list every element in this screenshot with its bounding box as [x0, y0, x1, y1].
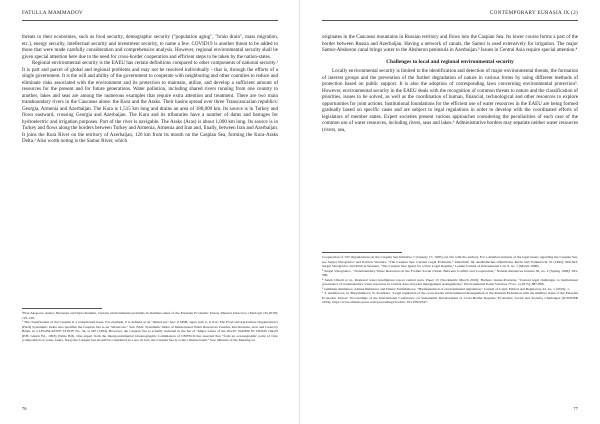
running-head-journal: CONTEMPORARY EURASIA IX (2): [489, 10, 578, 16]
left-body-text: [22, 34, 278, 145]
footnote-divider: [322, 252, 402, 253]
paragraph: Locally environmental security is limited to the identification and detection of major environmental threats, the formation of interest groups and the prevention of the further degradation of nature in various forms by using different methods of protection based on public support. It is also the adoption of corresponding laws concerning environmental protection⁵. However, environmental security in the EAEU deals with the recognition of common threats to nature and the classification of priorities, issues to be solved, as well as the coordination of human, financial, technological and other resources to explore opportunities for joint actions. Institutional foundations for the efficient use of water resources in the EAEU are being formed gradually based on specific cases and are subject to legal regulations in order to develop with the coordinated efforts of legislators of member states. Expert societies present various approaches considering the peculiarities of each case of the common use of water resources, including rivers, seas and lakes.⁶ Administrative borders may separate neither water resources (rivers, sea,: [322, 68, 578, 133]
paragraph: Regional environmental security is the EAEU has certain definitions compared to other components of national security.¹ It is part and parcel of global and regional problems and may not be resolved individually - that is, through the efforts of a single government. It is the will and ability of the government to cooperate with neighboring and other countries to reduce and eliminate risks associated with the environment and its protection to maintain, utilize, and develop a sufficient amount of resources for the present and for future generations. Water pollution, including shared rivers running from one country to another, lakes and seas are among the numerous examples that require extra attention and treatment. There are two main transboundary rivers in the Caucasus alone: the Kura and the Araks. Their basins spread over three Transcaucasian republics: Georgia, Armenia and Azerbaijan. The Kura is 1,515 km long and drains an area of 188,000 km. Its source is in Turkey and flows eastward, crossing Georgia and Azerbaijan. The Kura and its tributaries have a number of dams and barrages for hydroelectric and irrigation purposes. Part of the river is navigable. The Araks (Aras) is about 1,000 km long. Its source is in Turkey and flows along the borders between Turkey and Armenia, Armenia and Iran and, finally, between Iran and Azerbaijan. It joins the Kura River on the territory of Azerbaijan, 120 km from its mouth on the Caspian Sea, forming the Kura-Araks Delta.² Also worth noting is the Samur River, which: [22, 60, 278, 144]
running-head-author: FATULLA MAMMADOV: [22, 10, 84, 16]
page-number: 76: [22, 406, 27, 411]
footnote: ³ Sergei Vinogradov, "Transboundary Water Resources in the Former Soviet Union: Between Conflict and Cooperation," Natural Resources Journal 36, no. 2 (Spring 1996): 393-396.: [322, 268, 578, 278]
footnote: Cooperation of UN Organizations in the Caspian Sea Initiative 7 (January 17, 1995) (on file with the author). For a detailed analysis of the legal issues regarding the Caspian Sea, see Sergei Vinogradov and Patricia Wouters, "The Caspian Sea: Current Legal Problems," Zeitschrift für ausländisches öffentliches Recht und Völkerrecht 55 (1995): 604-623; Sergei Vinogradov and Patricia Wouters, "The Caspian Sea: Quest for a New Legal Regime," Leiden Journal of International Law 9, no. 1 (March 1996).: [322, 255, 578, 269]
right-footnotes: [322, 255, 578, 305]
footnote-divider: [22, 308, 102, 309]
footnote: ¹Elaa Akopova, Assiya Nurseupa and Ilyas Kudarin, Current environmental problems in member-states of the Eurasian Economic Union, Zhurnal Zdorovya i Ekologii 18 (2018): 125-139.: [22, 311, 278, 320]
running-head: [322, 10, 578, 21]
right-page: [300, 0, 600, 424]
footnote: ⁶ T. Antsiferova, O. Buryshnikova, N. Kondrina, "Legal regulation of the cross-border environmental management of the Russian Federation with the member states of the Eurasian Economic Union," Proceedings of the International Conference on Sustainable Development of Cross-Border Regions: Economic, Social and Security Challenges (ICSDCBR 2019), https://www.atlantis-press.com/proceedings/icsdcbr-19/125922347.: [322, 291, 578, 305]
left-footnotes: [22, 311, 278, 343]
section-heading: Challenges to local and regional environmental security: [386, 58, 514, 65]
running-head: [22, 10, 278, 21]
footnote: ² The classification of the Caspian is a complicated issue. For example, it is defined as an "inland sea" See: Z MSB, supra note 2, at 612. The Food and Agriculture Organization's (FAO) Systematic Index also qualifies the Caspian Sea as an "inland sea." See: FAO, Systematic Index of International Water Resources Treaties, Declarations, Acts and Cases by Basin, in 2 LEGISLATIVE STUDY No. 34, at 267 (1984). However, the Caspian Sea is actually included in the list of "Major Lakes of the World" WATER IN CRISIS 164-65 (P.H. Gleick Ed., 1993) (Table B.8). One expert from the Intergovernmental Oceanographic Commission of UNESCO has asserted that "from an oceanographic point of view (composition of water, fauna, flora) the Caspian Sea should be considered as a sea. In fact, the Caspian Sea is a relict marine basin." See: Minutes of the Meeting on: [22, 320, 278, 343]
footnote: ⁴ Saleh Umedi et al., Regional water intelligence report central Asia, Paper 15 (Stockholm: March 2010); Barbara Janusz-Pawletta, "Current legal challenges to institutional governance of transboundary water resources in Central Asia and joint management arrangements," Environmental Earth Sciences 73 no. 2 (2015): 887-896.: [322, 277, 578, 287]
paragraph: threats to their economies, such as food security, demographic security ("population aging", "brain drain", mass migration, etc.), energy security, intellectual security and investment security, to name a few. COVID19 is another threat to be added to those that were made carefully consideration and comprehensive analysis. However, regional environmental security shall be given special attention here due to the need for cross-border cooperation and efficient steps to be taken by the nation-states.: [22, 34, 278, 60]
right-body-text: [322, 34, 578, 133]
paragraph: originates in the Caucasus mountains in Russian territory and flows into the Caspian Sea. Its lower course forms a part of the border between Russia and Azerbaijan. Having a network of canals, the Samur is used extensively for irrigation. The major Samur-Absheron canal brings water to the Absheron peninsula in Azerbaijan.³ Issues in Central Asia require special attention.⁴: [322, 34, 578, 53]
page-number: 77: [573, 406, 578, 411]
footnote: ⁵ Galikhan Akhmetov, Aidana Bekbaeva and Dinara Temirbekova, "Harmonization of environmental legislation," Journal of Legal, Ethical and Regulatory 22, no. 1 (2019): 1.: [322, 286, 570, 291]
